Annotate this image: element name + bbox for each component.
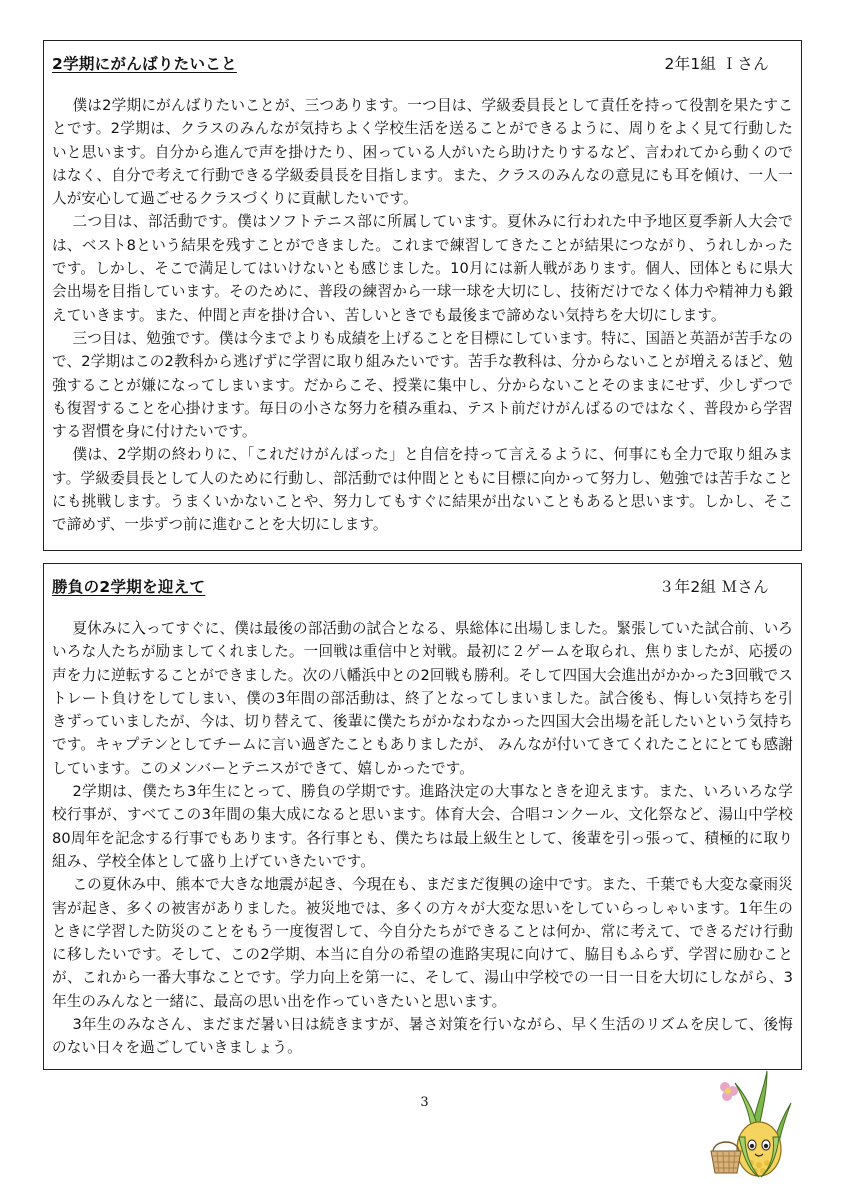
essay-byline: 2年1組 Ｉさん [664,55,769,73]
paragraph: 僕は2学期にがんばりたいことが、三つあります。一つ目は、学級委員長として責任を持って役割を果たすことです。2学期は、クラスのみんなが気持ちよく学校生活を送ることができるように、周りをよく見て行動したいと思います。自分から進んで声を掛けたり、困っている人がいたら助けたりするなど、言われてから動くのではなく、自分で考えて行動できる学級委員長を目指します。また、クラスのみんなの意見にも耳を傾け、一人一人が安心して過ごせるクラスづくりに貢献したいです。 [52,97,793,208]
essay-box-1 [43,40,802,551]
paragraph: 僕は、2学期の終わりに、「これだけがんばった」と自信を持って言えるように、何事にも全力で取り組みます。学級委員長として人のために行動し、部活動では仲間とともに目標に向かって努力し、勉強では苦手なことにも挑戦します。うまくいかないことや、努力してもすぐに結果が出ないこともあると思います。しかし、そこで諦めず、一歩ずつ前に進むことを大切にします。 [52,446,793,534]
corn-mascot-with-basket-icon [705,1063,805,1183]
essay-body [52,617,793,1060]
paragraph: この夏休み中、熊本で大きな地震が起き、今現在も、まだまだ復興の途中です。また、千葉でも大変な豪雨災害が起き、多くの被害がありました。被災地では、多くの方々が大変な思いをしていらっしゃいます。1年生のときに学習した防災のことをもう一度復習して、今自分たちができることは何か、常に考えて、できるだけ行動に移したいです。そして、この2学期、本当に自分の希望の進路実現に向けて、脇目もふらず、学習に励むことが、これから一番大事なことです。学力向上を第一に、そして、湯山中学校での一日一日を大切にしながら、3年生のみんなと一緒に、最高の思い出を作っていきたいと思います。 [52,876,793,1010]
paragraph: 三つ目は、勉強です。僕は今までよりも成績を上げることを目標にしています。特に、国語と英語が苦手なので、2学期はこの2教科から逃げずに学習に取り組みたいです。苦手な教科は、分からないことが増えるほど、勉強することが嫌になってしまいます。だからこそ、授業に集中し、分からないことそのままにせず、少しずつでも復習することを心掛けます。毎日の小さな努力を積み重ね、テスト前だけがんばるのではなく、普段から学習する習慣を身に付けたいです。 [52,329,793,441]
paragraph: 夏休みに入ってすぐに、僕は最後の部活動の試合となる、県総体に出場しました。緊張していた試合前、いろいろな人たちが励ましてくれました。一回戦は重信中と対戦。最初に２ゲームを取られ、焦りましたが、応援の声を力に逆転することができました。次の八幡浜中との2回戦も勝利。そして四国大会進出がかかった3回戦でストレート負けをしてしまい、僕の3年間の部活動は、終了となってしまいました。試合後も、悔しい気持ちを引きずっていましたが、今は、切り替えて、後輩に僕たちがかなわなかった四国大会出場を託したいという気持ちです。キャプテンとしてチームに言い過ぎたこともありましたが、 みんなが付いてきてくれたことにとても感謝しています。このメンバーとテニスができて、嬉しかったです。 [52,620,793,777]
page-number: 3 [420,1095,429,1110]
essay-box-2 [43,563,802,1070]
paragraph: 二つ目は、部活動です。僕はソフトテニス部に所属しています。夏休みに行われた中予地区夏季新人大会では、ベスト8という結果を残すことができました。これまで練習してきたことが結果につながり、うれしかったです。しかし、そこで満足してはいけないとも感じました。10月には新人戦があります。個人、団体ともに県大会出場を目指しています。そのために、普段の練習から一球一球を大切にし、技術だけでなく体力や精神力も鍛えていきます。また、仲間と声を掛け合い、苦しいときでも最後まで諦めない気持ちを大切にします。 [52,213,793,324]
essay-title: 2学期にがんばりたいこと [52,55,237,73]
essay-header [52,570,793,602]
essay-header [52,47,793,79]
essay-title: 勝負の2学期を迎えて [52,578,206,596]
essay-body [52,94,793,537]
paragraph: 2学期は、僕たち3年生にとって、勝負の学期です。進路決定の大事なときを迎えます。また、いろいろな学校行事が、すべてこの3年間の集大成になると思います。体育大会、合唱コンクール、文化祭など、湯山中学校80周年を記念する行事でもあります。各行事とも、僕たちは最上級生として、後輩を引っ張って、積極的に取り組み、学校全体として盛り上げていきたいです。 [52,783,793,870]
paragraph: 3年生のみなさん、まだまだ暑い日は続きますが、暑さ対策を行いながら、早く生活のリズムを戻して、後悔のない日々を過ごしていきましょう。 [52,1016,793,1057]
essay-byline: ３年2組 Ｍさん [658,578,769,596]
